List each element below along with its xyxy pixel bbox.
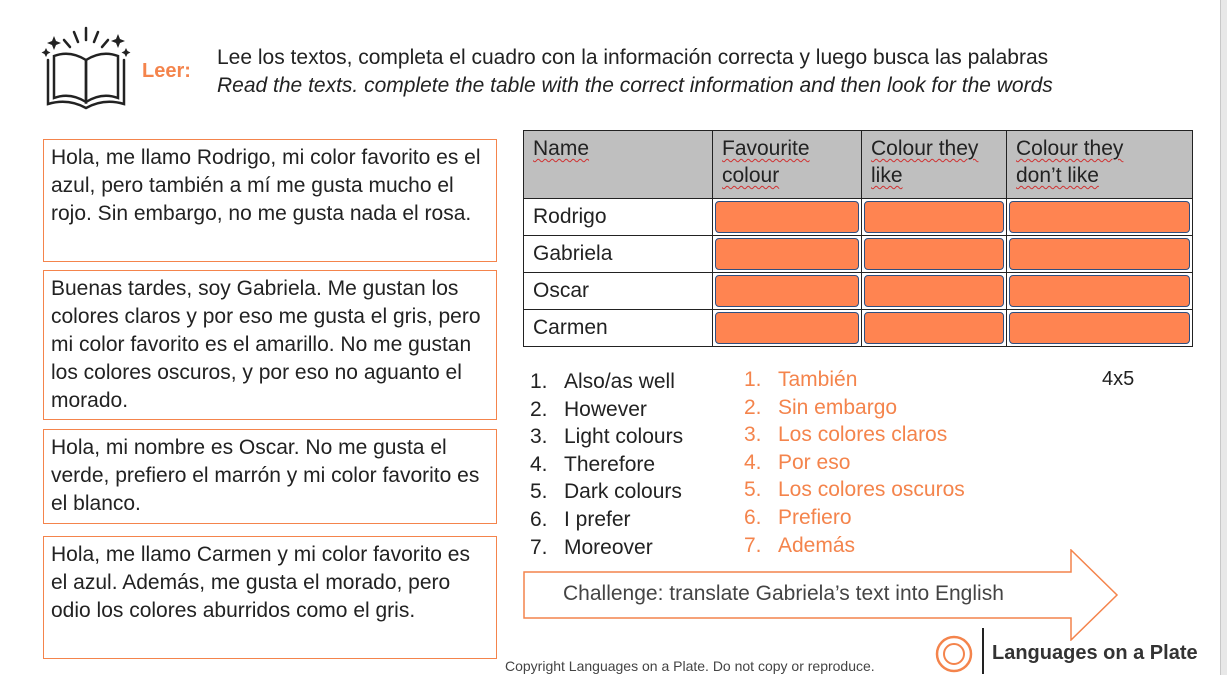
table-row: [524, 236, 1193, 273]
table-row: [524, 199, 1193, 236]
plate-logo-icon: [935, 635, 973, 673]
challenge-text: Challenge: translate Gabriela’s text into English: [563, 582, 1004, 605]
header-colour-they-dont-like: Colour they don’t like: [1007, 131, 1193, 199]
answer-cell[interactable]: [713, 236, 862, 273]
instructions: [217, 44, 1053, 100]
section-label: Leer:: [142, 60, 191, 82]
table-header-row: [524, 131, 1193, 199]
answer-cell[interactable]: [862, 236, 1007, 273]
list-item: 7. Moreover: [530, 535, 653, 559]
list-item: 3. Light colours: [530, 425, 684, 449]
header-name: Name: [524, 131, 713, 199]
row-name: Rodrigo: [524, 199, 713, 236]
answer-cell[interactable]: [862, 310, 1007, 347]
answer-cell[interactable]: [713, 310, 862, 347]
wordsearch-size: 4x5: [1102, 368, 1135, 390]
text-box-rodrigo: Hola, me llamo Rodrigo, mi color favorito es el azul, pero también a mí me gusta mucho el rojo. Sin embargo, no me gusta nada el rosa.: [43, 139, 497, 262]
answer-cell[interactable]: [713, 199, 862, 236]
answer-cell[interactable]: [1007, 273, 1193, 310]
english-vocab-list: [530, 368, 683, 561]
list-item: 5. Dark colours: [530, 480, 682, 504]
list-item: 2. Sin embargo: [744, 395, 898, 419]
header-colour-they-like: Colour they like: [862, 131, 1007, 199]
list-item: 1. Also/as well: [530, 370, 675, 393]
scrollbar[interactable]: [1220, 0, 1227, 675]
list-item: 7. Además: [744, 533, 856, 557]
list-item: 5. Los colores oscuros: [744, 478, 965, 502]
text-box-oscar: Hola, mi nombre es Oscar. No me gusta el verde, prefiero el marrón y mi color favorito es el blanco.: [43, 429, 497, 524]
table-row: [524, 273, 1193, 310]
answer-cell[interactable]: [862, 199, 1007, 236]
list-item: 4. Por eso: [744, 450, 851, 474]
instruction-english: Read the texts. complete the table with the correct information and then look for the words: [217, 74, 1053, 97]
answer-cell[interactable]: [713, 273, 862, 310]
instruction-spanish: Lee los textos, completa el cuadro con la información correcta y luego busca las palabras: [217, 46, 1049, 69]
logo-divider: [982, 628, 984, 674]
spanish-vocab-list: [744, 366, 965, 559]
answer-cell[interactable]: [862, 273, 1007, 310]
row-name: Oscar: [524, 273, 713, 310]
answer-cell[interactable]: [1007, 236, 1193, 273]
text-box-carmen: Hola, me llamo Carmen y mi color favorito es el azul. Además, me gusta el morado, pero odio los colores aburridos como el gris.: [43, 536, 497, 659]
list-item: 3. Los colores claros: [744, 423, 948, 447]
table-row: [524, 310, 1193, 347]
header-favourite-colour: Favourite colour: [713, 131, 862, 199]
list-item: 2. However: [530, 397, 647, 421]
list-item: 6. Prefiero: [744, 505, 852, 529]
brand-name: Languages on a Plate: [992, 642, 1198, 664]
open-book-icon: [40, 22, 132, 114]
copyright-notice: Copyright Languages on a Plate. Do not copy or reproduce.: [505, 658, 875, 674]
row-name: Carmen: [524, 310, 713, 347]
list-item: 4. Therefore: [530, 452, 656, 476]
list-item: 6. I prefer: [530, 507, 631, 531]
row-name: Gabriela: [524, 236, 713, 273]
colour-table: [523, 130, 1193, 347]
list-item: 1. También: [744, 368, 858, 391]
text-box-gabriela: Buenas tardes, soy Gabriela. Me gustan los colores claros y por eso me gusta el gris, pero mi color favorito es el amarillo. No me gustan los colores oscuros, y por eso no aguanto el morado.: [43, 270, 497, 420]
answer-cell[interactable]: [1007, 199, 1193, 236]
answer-cell[interactable]: [1007, 310, 1193, 347]
